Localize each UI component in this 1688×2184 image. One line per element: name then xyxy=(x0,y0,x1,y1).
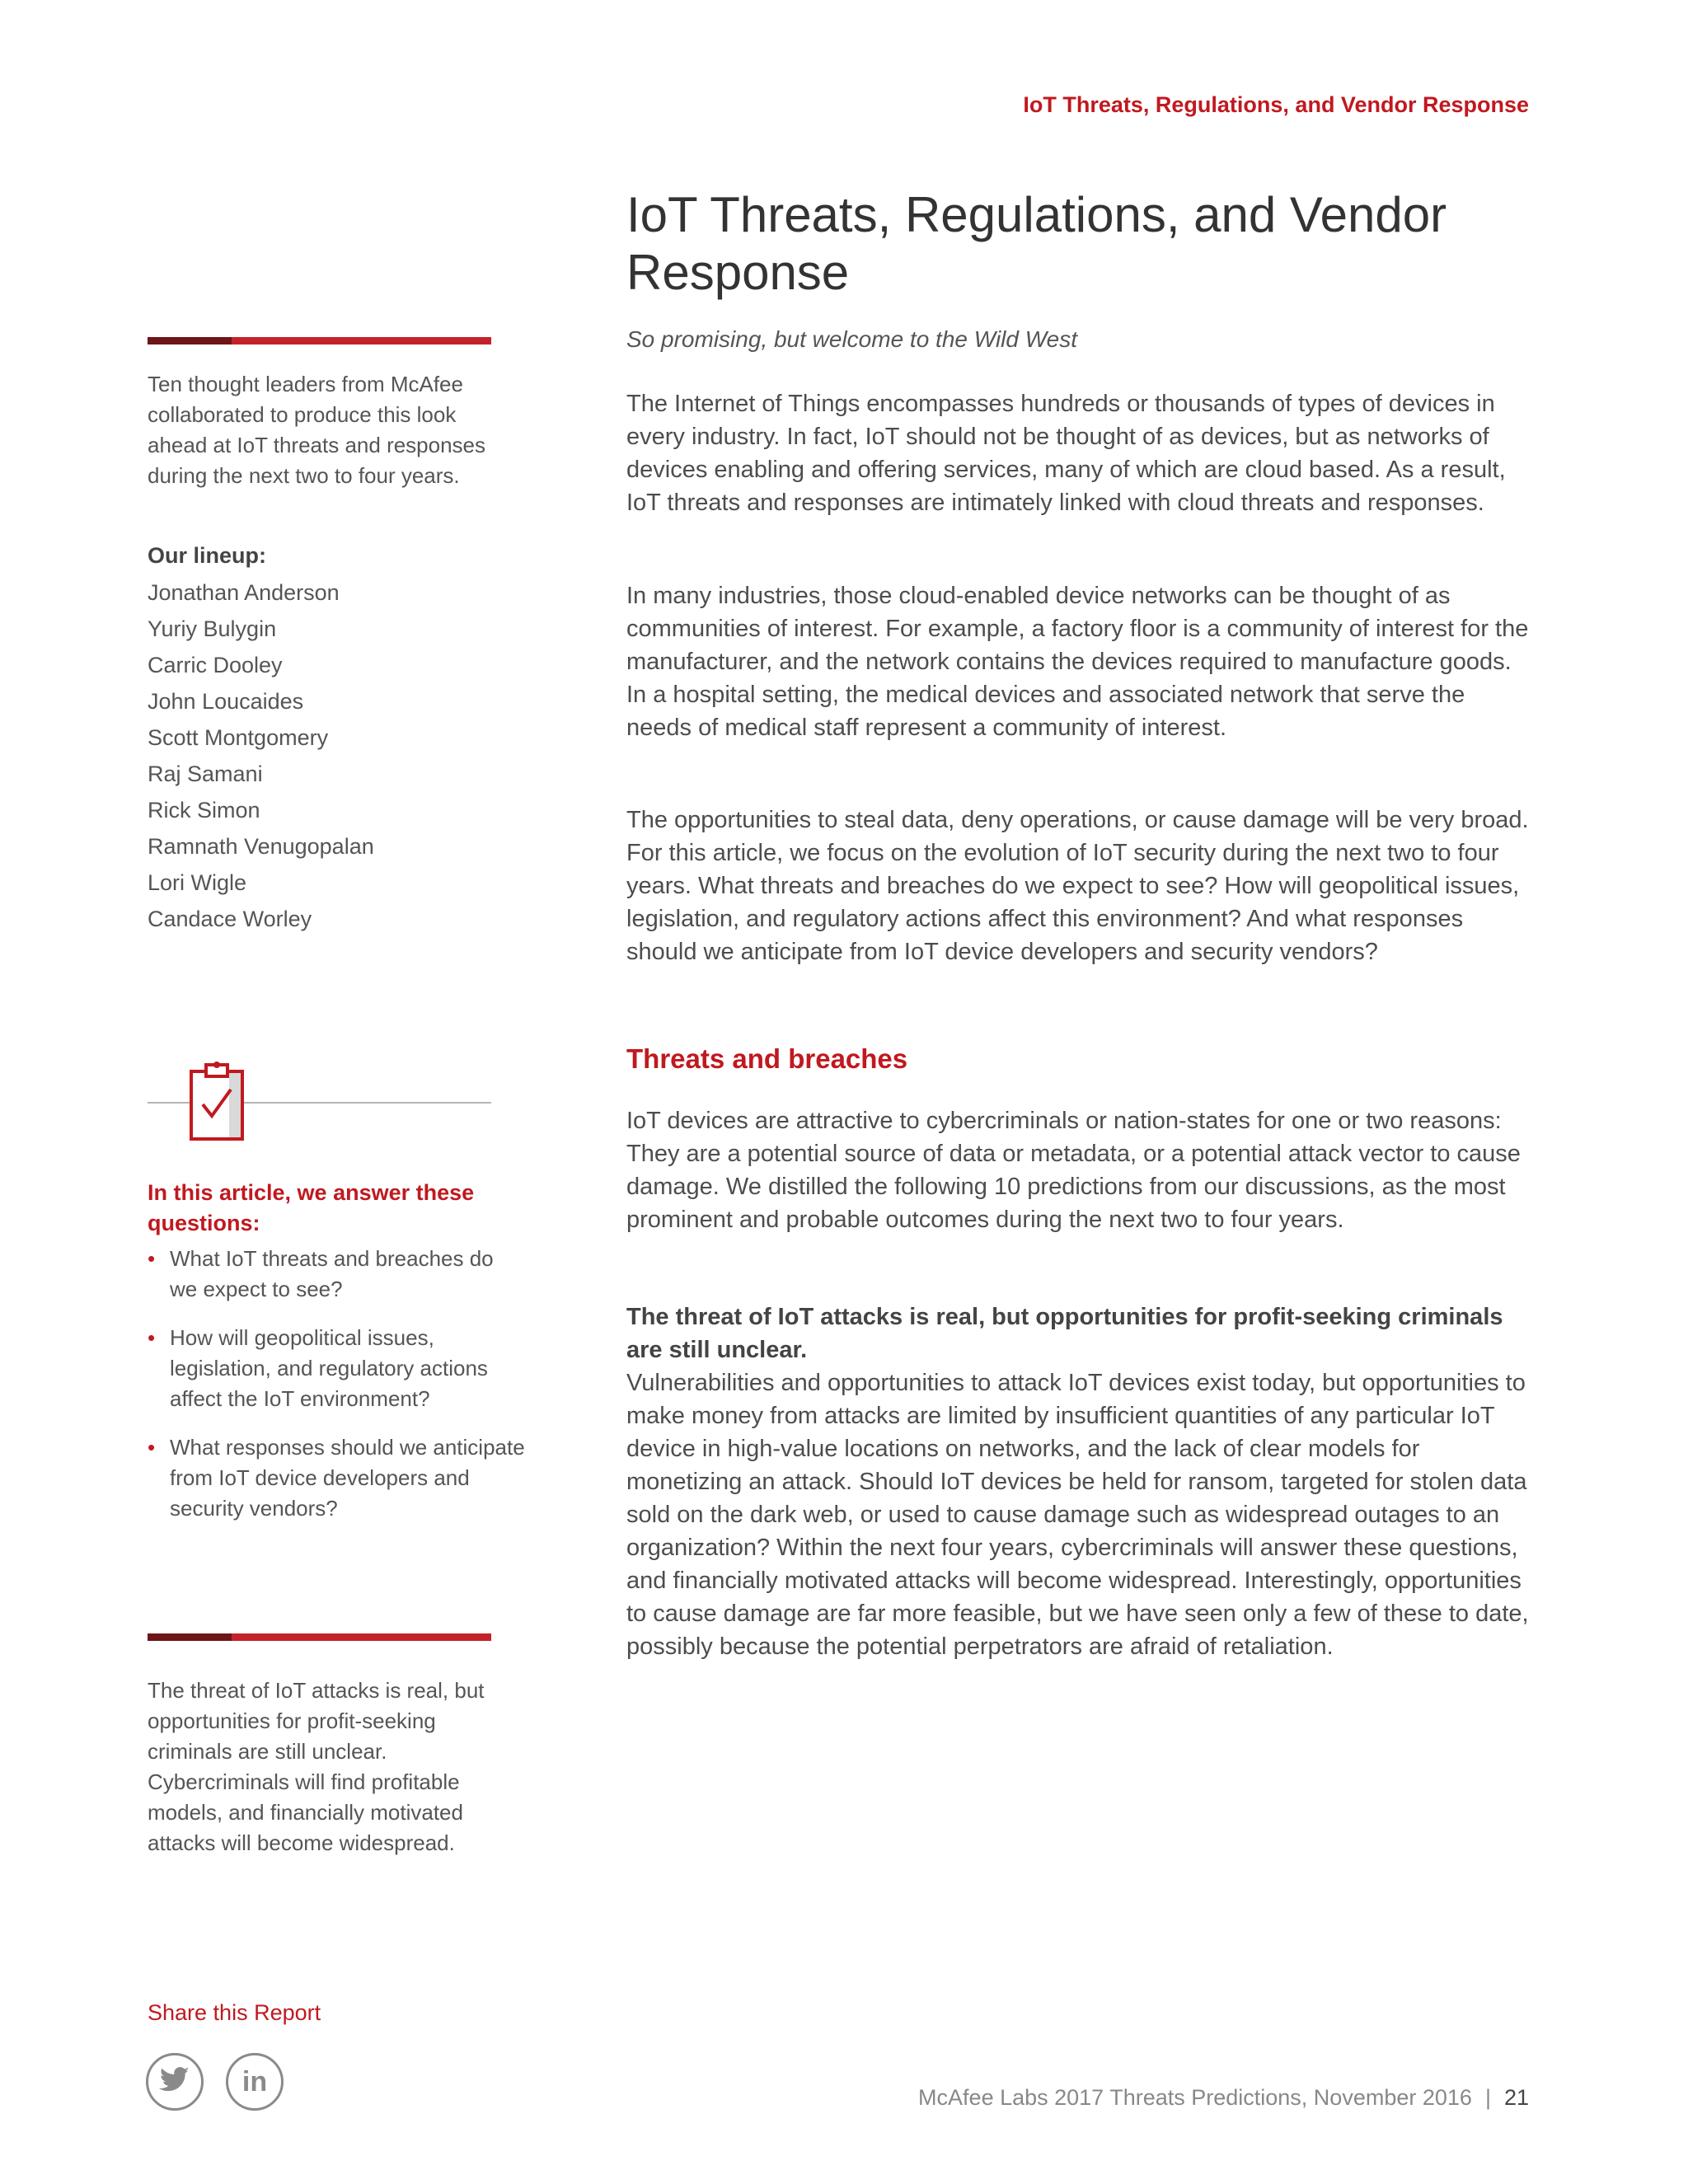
body-paragraph: The opportunities to steal data, deny operations, or cause damage will be very broad. For this article, we focus on the evolution of IoT security during the next two to four years. What threats and breaches do we expect to see? How will geopolitical issues, legislation, and regulatory actions affect this environment? And what responses should we anticipate from IoT device developers and security vendors? xyxy=(626,807,1529,965)
body-paragraph: Vulnerabilities and opportunities to attack IoT devices exist today, but opportunities to make money from attacks are limited by insufficient quantities of any particular IoT device in high-value locations on networks, and the lack of clear models for monetizing an attack. Should IoT devices be held for ransom, targeted for stolen data sold on the dark web, or used to cause damage such as widespread outages to an organization? Within the next four years, cybercriminals will answer these questions, and financially motivated attacks will become widespread. Interestingly, opportunities to cause damage are far more feasible, but we have seen only a few of these to date, possibly because the potential perpetrators are afraid of retaliation. xyxy=(626,1370,1529,1660)
lineup-title: Our lineup: xyxy=(148,543,266,568)
lineup-member: Ramnath Venugopalan xyxy=(148,834,374,859)
section-heading: Threats and breaches xyxy=(626,1043,908,1074)
running-header: IoT Threats, Regulations, and Vendor Response xyxy=(1023,92,1529,117)
body-paragraph: The Internet of Things encompasses hundreds or thousands of types of devices in every industry. In fact, IoT should not be thought of as devices, but as networks of devices enabling and offering services, many of which are cloud based. As a result, IoT threats and responses are intimately linked with cloud threats and responses. xyxy=(626,391,1506,516)
question-item xyxy=(148,1323,527,1414)
footer-separator: | xyxy=(1484,2085,1491,2110)
question-item xyxy=(148,1432,527,1524)
question-text: How will geopolitical issues, legislation, and regulatory actions affect the IoT environment? xyxy=(170,1325,488,1411)
sidebar-intro: Ten thought leaders from McAfee collaborated to produce this look ahead at IoT threats and responses during the next two to four years. xyxy=(148,372,486,488)
pull-quote: The threat of IoT attacks is real, but opportunities for profit-seeking criminals are still unclear. Cybercriminals will find profitable models, and financially motivated attacks will become widespread. xyxy=(148,1678,485,1855)
page-footer xyxy=(918,2085,1529,2111)
lineup-member: Jonathan Anderson xyxy=(148,580,340,605)
clipboard-check-icon xyxy=(186,1060,252,1146)
lineup-list xyxy=(148,574,374,937)
lineup-member: Lori Wigle xyxy=(148,870,247,895)
question-text: What responses should we anticipate from IoT device developers and security vendors? xyxy=(170,1435,525,1521)
sidebar-rule-bottom xyxy=(148,1633,491,1641)
lineup-member: Scott Montgomery xyxy=(148,725,329,750)
article-title: IoT Threats, Regulations, and Vendor Response xyxy=(626,187,1447,300)
lineup-member: Candace Worley xyxy=(148,907,312,931)
twitter-icon xyxy=(159,2067,190,2097)
bullet-icon: • xyxy=(148,1246,156,1271)
question-item xyxy=(148,1244,527,1305)
questions-list xyxy=(148,1244,527,1542)
question-text: What IoT threats and breaches do we expect to see? xyxy=(170,1246,494,1301)
lineup-member: Yuriy Bulygin xyxy=(148,616,277,641)
share-label: Share this Report xyxy=(148,2000,321,2025)
body-paragraph: In many industries, those cloud-enabled device networks can be thought of as communities of interest. For example, a factory floor is a community of interest for the manufacturer, and the network contains the devices required to manufacture goods. In a hospital setting, the medical devices and associated network that serve the needs of medical staff represent a community of interest. xyxy=(626,583,1529,741)
footer-report-title: McAfee Labs 2017 Threats Predictions, November 2016 xyxy=(918,2085,1472,2110)
body-paragraph: IoT devices are attractive to cybercriminals or nation-states for one or two reasons: They are a potential source of data or metadata, or a potential attack vector to cause damage. We distilled the following 10 predictions from our discussions, as the most prominent and probable outcomes during the next two to four years. xyxy=(626,1108,1521,1233)
bullet-icon: • xyxy=(148,1435,156,1460)
bullet-icon: • xyxy=(148,1325,156,1350)
page-number: 21 xyxy=(1503,2085,1529,2110)
subheading: The threat of IoT attacks is real, but opportunities for profit-seeking criminals are still unclear. xyxy=(626,1304,1503,1363)
linkedin-share-button[interactable] xyxy=(226,2053,284,2111)
twitter-share-button[interactable] xyxy=(146,2053,204,2111)
linkedin-icon: in xyxy=(241,2065,268,2097)
questions-title: In this article, we answer these questions: xyxy=(148,1180,475,1235)
article-subtitle: So promising, but welcome to the Wild West xyxy=(626,326,1078,352)
lineup-member: Rick Simon xyxy=(148,798,260,823)
lineup-member: John Loucaides xyxy=(148,689,304,714)
lineup-member: Carric Dooley xyxy=(148,653,283,677)
lineup-member: Raj Samani xyxy=(148,762,263,786)
sidebar-rule-top xyxy=(148,337,491,344)
